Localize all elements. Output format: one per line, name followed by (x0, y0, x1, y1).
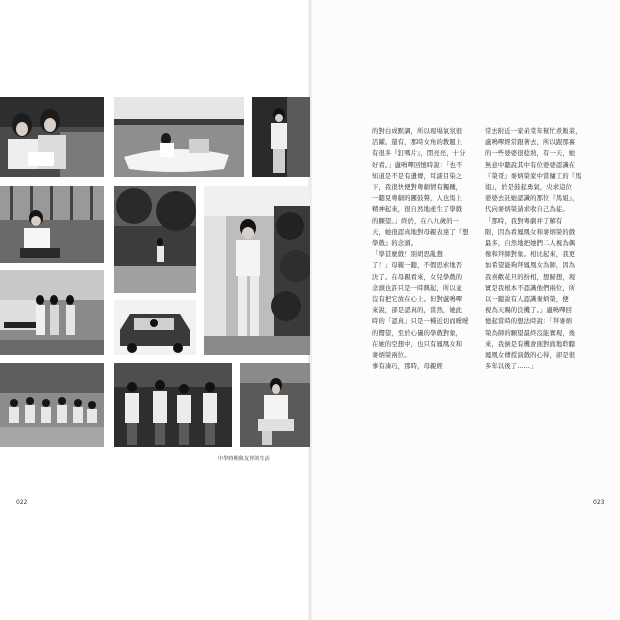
text-line: 下，我很快便對粵劇情有獨鍾， (372, 184, 463, 192)
photo-girl-seated-by-window (0, 186, 104, 263)
text-line: 天，她很認真地對母親表達了『想 (372, 228, 469, 236)
text-line: 來說，卻是認真的，當然，她此 (372, 307, 463, 315)
text-line: 「那時，我對粵劇并了解有 (485, 217, 563, 225)
text-line: 盧鳴嗶經常跟著去，所以跟那裏 (485, 139, 576, 147)
text-line: 學戲』的念頭。 (372, 240, 418, 248)
text-line: 無意中聽說其中有位婆婆認識在 (485, 161, 576, 169)
text-column-1 (372, 126, 469, 372)
text-line: 憶起當時的想法時說：「拜麥炳 (485, 318, 573, 326)
text-line: 時的「認真」只是一種近切而曖曖 (372, 318, 469, 326)
text-line: 一聽見粵劇的鑼鼓聲，人也馬上 (372, 195, 463, 203)
text-column-2 (485, 126, 582, 372)
text-line: 常去附近一家弟棠年幫忙煮飯菜， (485, 128, 582, 135)
text-line: 念頭也許只是一時興起，所以並 (372, 284, 463, 292)
text-line: 婆婆去託她認識的那位『馬姐』， (485, 195, 579, 203)
text-line: 的對白成默調，所以現場氣氛很 (372, 128, 463, 135)
photo-group-indoors (114, 363, 232, 447)
photo-girl-under-trees (114, 186, 196, 293)
text-line: 視為天賜的良機了。」盧鳴嗶回 (485, 307, 573, 315)
photo-pedal-boat (114, 97, 244, 177)
photo-girls-reading-magazine (0, 97, 104, 177)
photo-girl-standing-by-wall (252, 97, 310, 177)
text-line: 鳳凰女傳授演戲的心得，卻是很 (485, 352, 576, 360)
text-line: 麥炳榮兩位。 (372, 352, 411, 360)
text-line: 「學甚麼戲！別胡思亂想 (372, 251, 443, 259)
text-line: 像和拜師對象。相比起來，我更 (485, 251, 576, 259)
text-line: 我喜歡花旦的扮相，想歸想，現 (485, 273, 576, 281)
text-line: 知道是不是有遺傳，耳濡目染之 (372, 172, 463, 180)
photo-group-outdoors (0, 363, 104, 447)
text-line: 來，我倒是有機會面對面地聆聽 (485, 340, 576, 348)
text-line: 有很多『釘嗎片』，閔亮亮，十分 (372, 150, 466, 158)
page-number-left: 022 (16, 499, 28, 506)
text-line: 多年以後了……」 (485, 363, 537, 371)
text-line: 精神起來，很自然地產生了學戲 (372, 206, 463, 214)
text-line: 加希望能夠拜鳳凰女為師，因為 (485, 262, 576, 270)
text-line: 代向麥炳榮請求收自己為徒。 (485, 206, 569, 214)
text-line: 最多，自然地把她們二人視為偶 (485, 240, 576, 248)
photo-girl-in-car (114, 300, 196, 355)
text-line: 的一些婆婆很稔熟，有一天，她 (485, 150, 576, 158)
text-line: 『榮哥』麥炳榮家中當傭工的『馬 (485, 172, 582, 180)
text-line: 實是我根本不認識他們兩位，所 (485, 284, 576, 292)
text-line: 的嚮望，至於心儀的學戲對象， (372, 329, 463, 337)
text-line: 在她的空想中，也只有鳳凰女和 (372, 340, 463, 348)
text-line: 好看。」盧鳴嗶回憶時說：「也不 (372, 161, 463, 169)
text-line: 榮為師的願望最終沒能實現，後 (485, 329, 576, 337)
text-line: 的願望。」終於，在八九歲的一 (372, 217, 460, 225)
text-line: 限，因為看鳳凰女和麥炳榮的戲 (485, 228, 576, 236)
text-line: 以一聽說有人認識麥炳榮，便 (485, 296, 569, 304)
photo-boy-by-house (204, 186, 310, 355)
text-line: 沒有把它放在心上。但對盧鳴嗶 (372, 296, 463, 304)
text-line: 活躍。還有，那時女角的教題上 (372, 139, 463, 147)
photo-girls-by-car (0, 270, 104, 355)
text-line: 姐』，於是鼓起勇氣，央求這位 (485, 184, 573, 192)
text-line: 事有湊巧，那時，母親經 (372, 363, 443, 371)
page-number-right: 023 (593, 499, 605, 506)
text-line: 了！」母親一聽，不假思索地否 (372, 262, 463, 270)
text-line: 決了。在母親看來，女兒學戲的 (372, 273, 463, 281)
photo-caption: 中學時期與友伴的生活 (218, 456, 271, 462)
photo-girl-seated-portrait (240, 363, 310, 447)
